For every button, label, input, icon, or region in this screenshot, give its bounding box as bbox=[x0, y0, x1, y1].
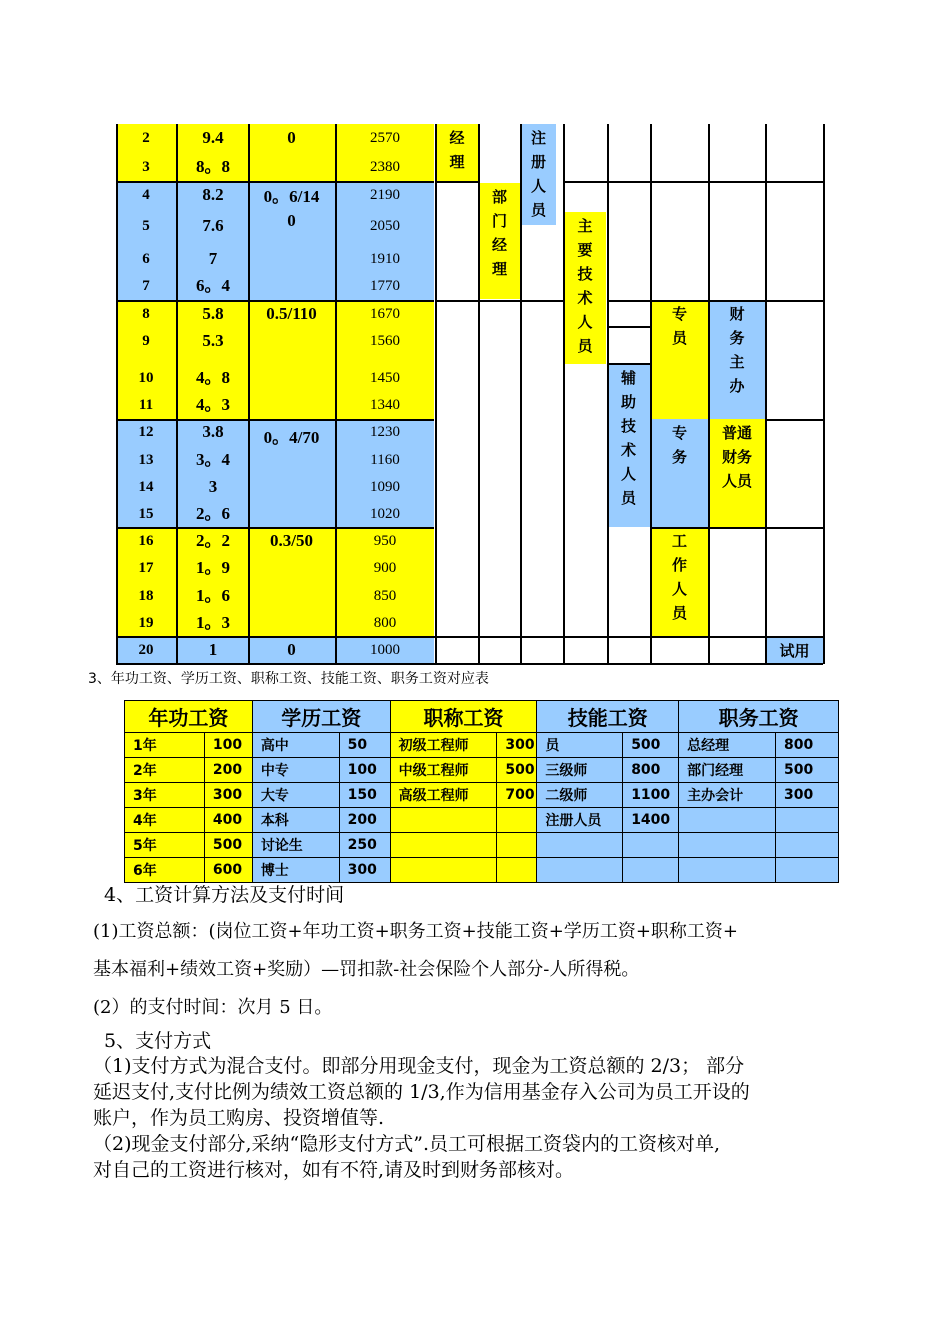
pos-affairs-1: 专 bbox=[671, 424, 687, 442]
grid-hline bbox=[116, 419, 434, 421]
pos-registered bbox=[521, 124, 556, 225]
grade-salary: 850 bbox=[373, 588, 397, 604]
comp-row bbox=[125, 808, 839, 833]
comp-row bbox=[125, 733, 839, 758]
grid-hline bbox=[116, 527, 434, 529]
pos-aux-tech-4: 术 bbox=[620, 441, 636, 459]
grade-number: 7 bbox=[142, 278, 150, 294]
grade-salary: 1090 bbox=[370, 479, 400, 495]
pos-aux-tech-3: 技 bbox=[620, 417, 636, 435]
pos-manager-2: 理 bbox=[449, 153, 465, 171]
grade-number: 13 bbox=[138, 452, 154, 468]
section5-title: 5、支付方式 bbox=[104, 1030, 212, 1052]
pos-main-tech-3: 技 bbox=[577, 265, 593, 283]
pos-dept-manager bbox=[479, 183, 520, 299]
grid-vline bbox=[823, 124, 825, 664]
comp-cell: 200 bbox=[204, 758, 252, 783]
comp-cell: 大专 bbox=[252, 783, 339, 808]
grade-coefficient: 9.4 bbox=[202, 128, 224, 147]
comp-cell: 三级师 bbox=[537, 758, 623, 783]
pos-finance-head-1: 财 bbox=[729, 305, 745, 323]
pos-aux-tech-6: 员 bbox=[620, 489, 636, 507]
grade-table bbox=[0, 0, 950, 670]
grade-number: 18 bbox=[138, 588, 154, 604]
comp-cell: 中专 bbox=[252, 758, 339, 783]
pos-aux-tech-5: 人 bbox=[620, 465, 636, 483]
comp-cell: 50 bbox=[339, 733, 390, 758]
comp-cell bbox=[679, 858, 776, 883]
comp-table bbox=[124, 700, 839, 883]
pos-finance-head bbox=[709, 300, 765, 419]
comp-row bbox=[125, 858, 839, 883]
band-3-value: 0.5/110 bbox=[266, 304, 317, 323]
section4-title: 4、工资计算方法及支付时间 bbox=[104, 884, 345, 906]
comp-cell: 600 bbox=[204, 858, 252, 883]
comp-cell: 400 bbox=[204, 808, 252, 833]
comp-cell bbox=[679, 808, 776, 833]
grade-salary: 950 bbox=[373, 533, 397, 549]
comp-cell: 500 bbox=[623, 733, 679, 758]
pos-specialist-2: 员 bbox=[671, 329, 687, 347]
comp-cell: 4年 bbox=[125, 808, 205, 833]
comp-cell: 700 bbox=[497, 783, 537, 808]
s5-line1: （1)支付方式为混合支付。即部分用现金支付，现金为工资总额的 2/3； 部分 bbox=[93, 1055, 745, 1077]
grid-vline bbox=[520, 124, 522, 664]
grade-number: 5 bbox=[142, 218, 150, 234]
grade-number: 2 bbox=[142, 130, 150, 146]
grade-coefficient: 6。4 bbox=[196, 276, 230, 295]
comp-cell: 150 bbox=[339, 783, 390, 808]
pos-specialist bbox=[651, 300, 708, 419]
comp-header-row bbox=[125, 701, 839, 733]
comp-cell bbox=[623, 833, 679, 858]
pos-finance-staff bbox=[709, 419, 765, 527]
pos-finance-head-2: 务 bbox=[729, 329, 745, 347]
comp-cell: 注册人员 bbox=[537, 808, 623, 833]
comp-cell bbox=[775, 858, 838, 883]
comp-cell bbox=[390, 808, 497, 833]
comp-cell bbox=[679, 833, 776, 858]
comp-cell: 3年 bbox=[125, 783, 205, 808]
grid-vline bbox=[563, 124, 565, 664]
grid-hline bbox=[116, 636, 823, 638]
comp-cell: 高中 bbox=[252, 733, 339, 758]
grade-number: 10 bbox=[138, 370, 154, 386]
comp-cell bbox=[537, 833, 623, 858]
pos-affairs-2: 务 bbox=[671, 448, 687, 466]
pos-finance-head-3: 主 bbox=[729, 353, 745, 371]
s4-line2: 基本福利+绩效工资+奖励）—罚扣款-社会保险个人部分-人所得税。 bbox=[93, 959, 640, 980]
header-duty: 职务工资 bbox=[679, 701, 839, 733]
grid-vline bbox=[765, 124, 767, 664]
comp-cell: 500 bbox=[775, 758, 838, 783]
comp-cell: 本科 bbox=[252, 808, 339, 833]
grade-number: 19 bbox=[138, 615, 154, 631]
pos-dept-manager-3: 经 bbox=[491, 236, 507, 254]
grade-coefficient: 1 bbox=[208, 640, 218, 659]
grade-salary: 1770 bbox=[370, 278, 400, 294]
grid-hline bbox=[116, 663, 823, 665]
grid-hline bbox=[765, 419, 823, 421]
pos-main-tech-5: 人 bbox=[577, 313, 593, 331]
grade-coefficient: 4。8 bbox=[196, 368, 230, 387]
grade-coefficient: 8。8 bbox=[196, 157, 230, 176]
grade-salary: 1230 bbox=[370, 424, 400, 440]
pos-dept-manager-4: 理 bbox=[491, 260, 507, 278]
grade-salary: 2190 bbox=[370, 187, 400, 203]
grade-number: 20 bbox=[138, 642, 154, 658]
s4-line3: (2）的支付时间：次月 5 日。 bbox=[93, 997, 333, 1018]
comp-cell: 800 bbox=[775, 733, 838, 758]
grade-coefficient: 7 bbox=[208, 249, 218, 268]
band-1-value: 0 bbox=[287, 128, 296, 147]
band-4-value: 0。4/70 bbox=[263, 428, 320, 447]
grade-coefficient: 4。3 bbox=[196, 395, 230, 414]
comp-cell: 250 bbox=[339, 833, 390, 858]
grade-salary: 1000 bbox=[370, 642, 400, 658]
grid-hline bbox=[435, 300, 565, 302]
grade-salary: 2380 bbox=[370, 159, 400, 175]
grade-number: 11 bbox=[138, 397, 154, 413]
grid-vline bbox=[116, 124, 118, 664]
comp-cell: 300 bbox=[497, 733, 537, 758]
comp-cell: 100 bbox=[339, 758, 390, 783]
pos-registered-2: 册 bbox=[530, 153, 546, 171]
grid-hline bbox=[607, 363, 651, 365]
grade-coefficient: 3 bbox=[208, 477, 218, 496]
grid-vline bbox=[708, 124, 710, 664]
header-skill: 技能工资 bbox=[537, 701, 679, 733]
comp-cell bbox=[390, 858, 497, 883]
grid-hline bbox=[563, 181, 823, 183]
grade-number: 8 bbox=[142, 306, 150, 322]
pos-registered-1: 注 bbox=[530, 129, 546, 147]
grid-hline bbox=[116, 181, 434, 183]
pos-main-tech-6: 员 bbox=[577, 337, 593, 355]
grade-number: 9 bbox=[142, 333, 150, 349]
pos-specialist-1: 专 bbox=[671, 305, 687, 323]
grade-salary: 1450 bbox=[370, 370, 400, 386]
s5-line3: 账户，作为员工购房、投资增值等. bbox=[93, 1107, 385, 1129]
comp-cell: 部门经理 bbox=[679, 758, 776, 783]
grid-vline bbox=[607, 124, 609, 664]
band-2-value: 0。6/14 0 bbox=[263, 187, 320, 230]
s5-line5: 对自己的工资进行核对，如有不符,请及时到财务部核对。 bbox=[93, 1159, 575, 1181]
pos-worker-1: 工 bbox=[671, 532, 687, 550]
grade-salary: 1670 bbox=[370, 306, 400, 322]
grade-coefficient: 3。4 bbox=[196, 450, 230, 469]
band-5-value: 0.3/50 bbox=[270, 531, 313, 550]
pos-finance-head-4: 办 bbox=[729, 377, 745, 395]
grade-number: 6 bbox=[142, 251, 150, 267]
pos-probation bbox=[766, 636, 823, 664]
grade-salary: 900 bbox=[373, 560, 397, 576]
grade-salary: 2050 bbox=[370, 218, 400, 234]
band-6-value: 0 bbox=[287, 640, 296, 659]
comp-row bbox=[125, 758, 839, 783]
comp-cell: 博士 bbox=[252, 858, 339, 883]
comp-cell: 300 bbox=[775, 783, 838, 808]
grade-salary: 2570 bbox=[370, 130, 400, 146]
pos-dept-manager-2: 门 bbox=[491, 212, 507, 230]
comp-cell: 高级工程师 bbox=[390, 783, 497, 808]
pos-main-tech bbox=[564, 212, 606, 364]
grid-hline bbox=[435, 181, 480, 183]
comp-cell: 总经理 bbox=[679, 733, 776, 758]
comp-row bbox=[125, 833, 839, 858]
grade-coefficient: 1。6 bbox=[196, 586, 230, 605]
grade-number: 16 bbox=[138, 533, 154, 549]
pos-manager-1: 经 bbox=[449, 129, 465, 147]
pos-aux-tech-1: 辅 bbox=[620, 369, 636, 387]
comp-cell bbox=[497, 858, 537, 883]
comp-cell: 100 bbox=[204, 733, 252, 758]
pos-manager bbox=[436, 124, 478, 181]
comp-cell: 1年 bbox=[125, 733, 205, 758]
grade-salary: 1020 bbox=[370, 506, 400, 522]
grade-coefficient: 2。2 bbox=[196, 531, 230, 550]
pos-aux-tech bbox=[607, 364, 650, 527]
pos-worker bbox=[651, 527, 708, 636]
grid-hline bbox=[607, 326, 651, 328]
grade-number: 3 bbox=[142, 159, 150, 175]
grid-hline bbox=[116, 300, 434, 302]
grade-coefficient: 5.3 bbox=[202, 331, 224, 350]
comp-cell: 300 bbox=[204, 783, 252, 808]
comp-cell: 200 bbox=[339, 808, 390, 833]
comp-cell: 300 bbox=[339, 858, 390, 883]
s5-line4: （2)现金支付部分,采纳“隐形支付方式”.员工可根据工资袋内的工资核对单, bbox=[93, 1133, 721, 1155]
grid-vline bbox=[176, 124, 178, 664]
comp-cell: 员 bbox=[537, 733, 623, 758]
pos-affairs bbox=[651, 419, 708, 527]
grid-vline bbox=[248, 124, 250, 664]
comp-cell: 二级师 bbox=[537, 783, 623, 808]
comp-cell bbox=[497, 833, 537, 858]
comp-cell: 800 bbox=[623, 758, 679, 783]
comp-cell bbox=[390, 833, 497, 858]
section3-title: 3、年功工资、学历工资、职称工资、技能工资、职务工资对应表 bbox=[88, 671, 489, 687]
grade-number: 15 bbox=[138, 506, 154, 522]
pos-dept-manager-1: 部 bbox=[491, 188, 507, 206]
grade-coefficient: 3.8 bbox=[202, 422, 224, 441]
comp-cell bbox=[497, 808, 537, 833]
grade-number: 17 bbox=[138, 560, 154, 576]
comp-cell: 主办会计 bbox=[679, 783, 776, 808]
comp-cell: 6年 bbox=[125, 858, 205, 883]
comp-cell bbox=[775, 808, 838, 833]
grade-salary: 1560 bbox=[370, 333, 400, 349]
pos-finance-staff-1: 普通 bbox=[721, 424, 752, 442]
grade-salary: 800 bbox=[373, 615, 397, 631]
grade-salary: 1340 bbox=[370, 397, 400, 413]
grid-vline bbox=[435, 124, 437, 664]
comp-cell bbox=[537, 858, 623, 883]
pos-finance-staff-3: 人员 bbox=[721, 472, 752, 490]
comp-cell bbox=[775, 833, 838, 858]
comp-cell: 500 bbox=[204, 833, 252, 858]
pos-finance-staff-2: 财务 bbox=[721, 448, 752, 466]
grade-coefficient: 5.8 bbox=[202, 304, 224, 323]
grid-vline bbox=[478, 124, 480, 664]
grade-coefficient: 1。9 bbox=[196, 558, 230, 577]
comp-cell: 500 bbox=[497, 758, 537, 783]
pos-main-tech-4: 术 bbox=[577, 289, 593, 307]
s5-line2: 延迟支付,支付比例为绩效工资总额的 1/3,作为信用基金存入公司为员工开设的 bbox=[93, 1081, 750, 1103]
pos-registered-3: 人 bbox=[530, 177, 546, 195]
pos-registered-4: 员 bbox=[530, 201, 546, 219]
grade-coefficient: 8.2 bbox=[202, 185, 224, 204]
header-seniority: 年功工资 bbox=[125, 701, 253, 733]
grade-salary: 1910 bbox=[370, 251, 400, 267]
comp-body bbox=[125, 733, 839, 883]
header-education: 学历工资 bbox=[252, 701, 390, 733]
grade-number: 14 bbox=[138, 479, 154, 495]
comp-cell bbox=[623, 858, 679, 883]
comp-cell: 2年 bbox=[125, 758, 205, 783]
grade-salary: 1160 bbox=[370, 452, 400, 468]
grade-coefficient: 2。6 bbox=[196, 504, 230, 523]
grid-hline bbox=[651, 527, 823, 529]
comp-cell: 1100 bbox=[623, 783, 679, 808]
pos-worker-4: 员 bbox=[671, 604, 687, 622]
grid-vline bbox=[335, 124, 337, 664]
header-title: 职称工资 bbox=[390, 701, 537, 733]
comp-cell: 初级工程师 bbox=[390, 733, 497, 758]
pos-aux-tech-2: 助 bbox=[620, 393, 636, 411]
grade-number: 12 bbox=[138, 424, 154, 440]
grid-vline bbox=[650, 124, 652, 664]
grade-coefficient: 1。3 bbox=[196, 613, 230, 632]
pos-worker-2: 作 bbox=[671, 556, 687, 574]
comp-cell: 讨论生 bbox=[252, 833, 339, 858]
grade-number: 4 bbox=[142, 187, 150, 203]
grid-hline bbox=[607, 300, 823, 302]
comp-cell: 1400 bbox=[623, 808, 679, 833]
pos-probation-label: 试用 bbox=[779, 641, 810, 660]
s4-line1: (1)工资总额：(岗位工资+年功工资+职务工资+技能工资+学历工资+职称工资+ bbox=[93, 921, 739, 942]
pos-main-tech-2: 要 bbox=[577, 241, 593, 259]
pos-worker-3: 人 bbox=[671, 580, 687, 598]
grade-coefficient: 7.6 bbox=[202, 216, 224, 235]
comp-cell: 中级工程师 bbox=[390, 758, 497, 783]
comp-cell: 5年 bbox=[125, 833, 205, 858]
comp-row bbox=[125, 783, 839, 808]
pos-main-tech-1: 主 bbox=[577, 217, 593, 235]
